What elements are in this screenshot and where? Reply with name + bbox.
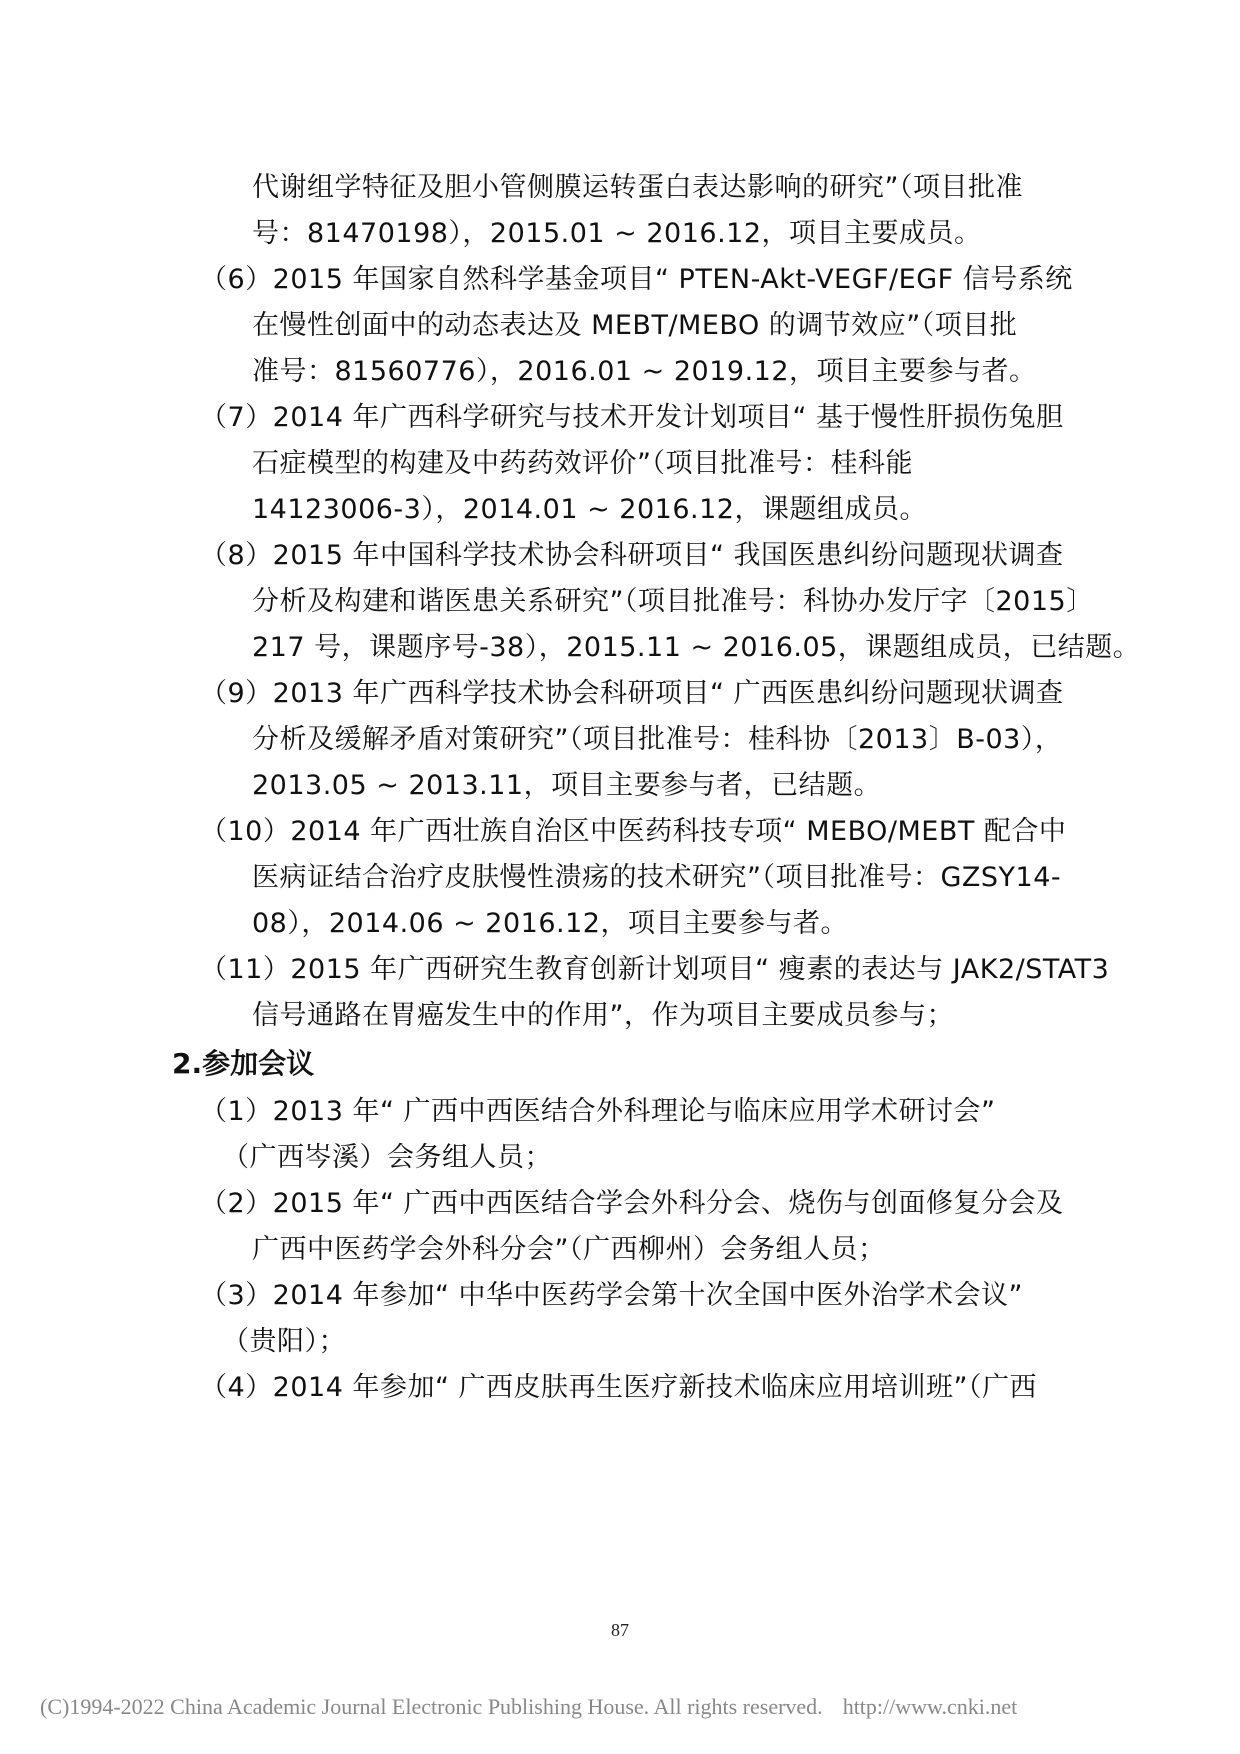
body-line: （11）2015 年广西研究生教育创新计划项目“ 瘦素的表达与 JAK2/STAT3 bbox=[200, 954, 1110, 985]
section-heading: 2.参加会议 bbox=[172, 1047, 315, 1080]
meeting-line: （1）2013 年“ 广西中西医结合外科理论与临床应用学术研讨会” bbox=[200, 1096, 996, 1127]
body-line: （9）2013 年广西科学技术协会科研项目“ 广西医患纠纷问题现状调查 bbox=[200, 678, 1064, 709]
meeting-line: （贵阳）； bbox=[222, 1326, 346, 1357]
body-line: 医病证结合治疗皮肤慢性溃疡的技术研究”（项目批准号：GZSY14- bbox=[252, 862, 1062, 893]
body-line: 代谢组学特征及胆小管侧膜运转蛋白表达影响的研究”（项目批准 bbox=[252, 172, 1023, 203]
body-line: （10）2014 年广西壮族自治区中医药科技专项“ MEBO/MEBT 配合中 bbox=[200, 816, 1067, 847]
meeting-line: （广西岑溪）会务组人员； bbox=[222, 1142, 552, 1173]
page-number: 87 bbox=[611, 1620, 629, 1640]
body-line: 217 号，课题序号-38），2015.11 ~ 2016.05，课题组成员，已结题。 bbox=[252, 632, 1141, 663]
body-line: （6）2015 年国家自然科学基金项目“ PTEN-Akt-VEGF/EGF 信号系统 bbox=[200, 264, 1073, 295]
copyright-text: (C)1994-2022 China Academic Journal Electronic Publishing House. All rights reserved. bbox=[40, 1694, 823, 1719]
body-line: 分析及构建和谐医患关系研究”（项目批准号：科协办发厅字〔2015〕 bbox=[252, 586, 1094, 617]
copyright-footer bbox=[40, 1694, 1017, 1720]
footer-url: http://www.cnki.net bbox=[842, 1694, 1018, 1719]
body-line: 08），2014.06 ~ 2016.12，项目主要参与者。 bbox=[252, 908, 848, 939]
meeting-line: （2）2015 年“ 广西中西医结合学会外科分会、烧伤与创面修复分会及 bbox=[200, 1188, 1064, 1219]
body-line: 石症模型的构建及中药药效评价”（项目批准号：桂科能 bbox=[252, 448, 913, 479]
body-line: 信号通路在胃癌发生中的作用”，作为项目主要成员参与； bbox=[252, 1000, 954, 1031]
body-line: （8）2015 年中国科学技术协会科研项目“ 我国医患纠纷问题现状调查 bbox=[200, 540, 1064, 571]
body-line: 分析及缓解矛盾对策研究”（项目批准号：桂科协〔2013〕B-03）， bbox=[252, 724, 1063, 755]
body-line: （7）2014 年广西科学研究与技术开发计划项目“ 基于慢性肝损伤兔胆 bbox=[200, 402, 1064, 433]
meeting-line: （4）2014 年参加“ 广西皮肤再生医疗新技术临床应用培训班”（广西 bbox=[200, 1372, 1038, 1403]
body-line: 号：81470198），2015.01 ~ 2016.12，项目主要成员。 bbox=[252, 218, 982, 249]
meeting-line: 广西中医药学会外科分会”（广西柳州）会务组人员； bbox=[252, 1234, 886, 1265]
body-line: 准号：81560776），2016.01 ~ 2019.12，项目主要参与者。 bbox=[252, 356, 1037, 387]
body-line: 2013.05 ~ 2013.11，项目主要参与者，已结题。 bbox=[252, 770, 882, 801]
body-line: 在慢性创面中的动态表达及 MEBT/MEBO 的调节效应”（项目批 bbox=[252, 310, 1018, 341]
body-line: 14123006-3），2014.01 ~ 2016.12，课题组成员。 bbox=[252, 494, 927, 525]
meeting-line: （3）2014 年参加“ 中华中医药学会第十次全国中医外治学术会议” bbox=[200, 1280, 1024, 1311]
